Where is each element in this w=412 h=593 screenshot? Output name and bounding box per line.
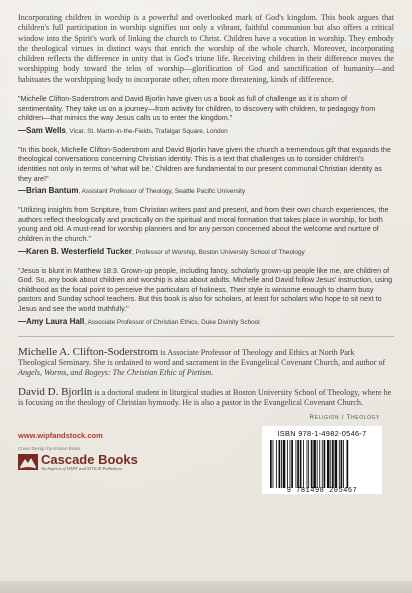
endorser-role: , Associate Professor of Christian Ethics, Duke Divinity School	[84, 318, 260, 326]
cover-design-credit: Cover Design by Kristen Brack	[18, 445, 81, 451]
book-description: Incorporating children in worship is a powerful and overlooked mark of God's kingdom. This book argues that children's full participation in worship signifies not only a vibrant, faithful communion but also offers a critical window into the Spirit's work of linking the church to Christ. Children have a vocation in worship. They embody the theological virtues in distinct ways that enrich the worship of the whole church. Moreover, incorporating children reflects the difference in unity that is God's triune life. Receiving children in their difference moves the worshipping body toward the telos of worship—glorification of God and sanctification of humanity—and habituates the worshipping body to incorporate other, often more threatening, kinds of difference.	[18, 13, 394, 84]
publisher-name: Cascade Books	[41, 451, 138, 467]
cover-footer	[18, 413, 394, 508]
endorsement-attribution	[18, 247, 394, 257]
endorser-role: , Vicar, St. Martin-in-the-Fields, Trafalgar Square, London	[65, 127, 228, 135]
publisher-url[interactable]: www.wipfandstock.com	[18, 430, 103, 440]
barcode-icon	[268, 440, 376, 488]
author-bio: David D. Bjorlin is a doctoral student in liturgical studies at Boston University School of Theology, where he is focusing on the theology of Christian hymnody. He is also a pastor in the Evangelical Covenant Church.	[18, 386, 392, 408]
endorsement-quote: "Jesus is blunt in Matthew 18:3. Grown-up people, including fancy, scholarly grown-up people like me, are children of God. So, any book about children and worship is also about adults. Michelle and David follow Jesus' instruction, using childhood as the focal point to perceive the particulars of holiness. Their style is winsome enough to charm busy pastors and Sunday school teachers. But this book is also for scholars, at least for scholars who hope to sit next to Jesus and see the world truthfully."	[18, 265, 393, 313]
endorsement-quote: "Michelle Clifton-Soderstrom and David Bjorlin have given us a book as full of challenge as it is shorn of sentimentality. They take us on a journey—from activity for children, to discovery with children, to pedagogy from children—that mimics the way Jesus calls us to enter the kingdom."	[18, 94, 376, 123]
endorsement-attribution	[18, 186, 394, 196]
endorsement-quote: "In this book, Michelle Clifton-Soderstrom and David Bjorlin have given the church a tremendous gift that expands the theological conversations concerning Christian identity. This is a text that challenges us to consider children's identities not only in terms of 'what will be.' Children are fundamental to our present communal Christian identity as they are!"	[18, 144, 391, 183]
barcode	[262, 426, 382, 494]
endorser-name: —Brian Bantum	[18, 186, 79, 196]
author-book-title: Angels, Worms, and Bogeys: The Christian Ethic of Pietism	[18, 367, 212, 377]
endorsement-quote: "Utilizing insights from Scripture, from Christian writers past and present, and from their own church experiences, the authors reflect theologically and practically on the spiritual and moral formation that takes place in worship, for both young and old. A must-read for worship planners and for any person concerned about the welcome and nurture of children in the church."	[18, 205, 389, 244]
author-name: Michelle A. Clifton-Soderstrom	[18, 345, 159, 358]
isbn-text: ISBN 978-1-4982-0546-7	[277, 428, 367, 438]
publisher-subtitle: An Imprint of WIPF and STOCK Publishers	[41, 465, 123, 471]
section-divider	[18, 336, 394, 337]
bottom-strip	[0, 581, 412, 593]
barcode-digits: 9 781498 205467	[286, 486, 358, 495]
endorser-role: , Assistant Professor of Theology, Seattle Pacific University	[78, 188, 246, 196]
endorser-name: —Karen B. Westerfield Tucker	[18, 246, 132, 256]
endorser-name: —Amy Laura Hall	[18, 316, 85, 326]
publisher-logo-icon	[18, 454, 38, 470]
endorsement-attribution	[18, 126, 394, 136]
endorsements	[18, 94, 394, 327]
author-bio: Michelle A. Clifton-Soderstrom is Associate Professor of Theology and Ethics at North Park Theological Seminary. She is ordained to word and sacrament in the Evangelical Covenant Church, and author of Angels, Worms, and Bogeys: The Christian Ethic of Pietism.	[18, 345, 386, 377]
endorser-name: —Sam Wells	[18, 125, 66, 135]
endorser-role: , Professor of Worship, Boston University School of Theology	[131, 248, 305, 256]
category-label: Religion / Theology	[309, 413, 380, 421]
author-name: David D. Bjorlin	[18, 386, 93, 399]
publisher-block	[18, 453, 138, 472]
endorsement-attribution	[18, 317, 394, 327]
